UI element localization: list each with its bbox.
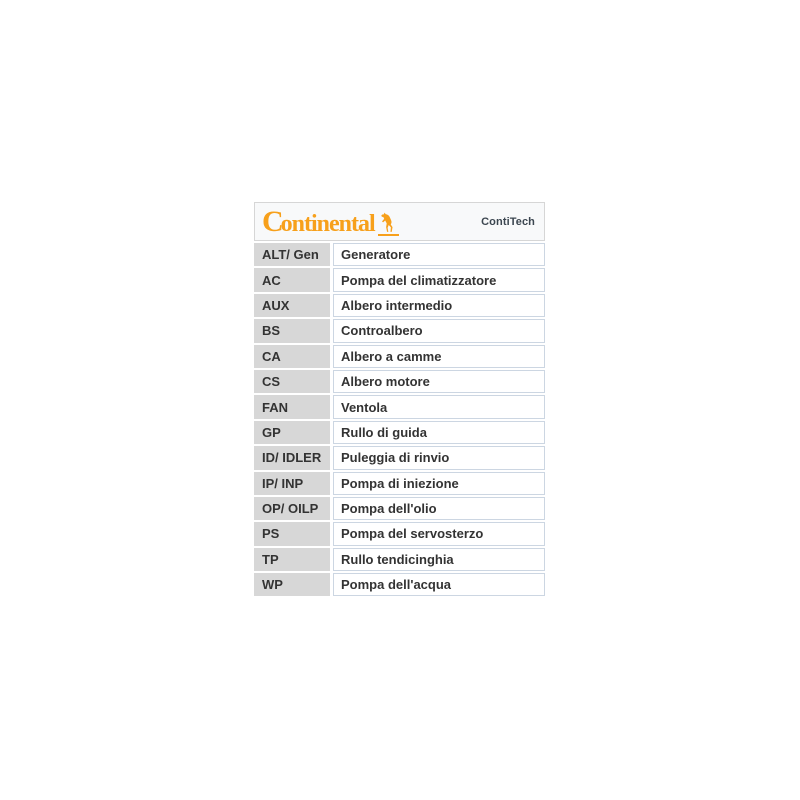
abbreviation-cell: ALT/ Gen	[254, 243, 330, 266]
description-cell: Pompa di iniezione	[333, 472, 545, 495]
table-row	[254, 294, 545, 317]
table-row	[254, 573, 545, 596]
abbreviation-cell: ID/ IDLER	[254, 446, 330, 469]
abbreviation-cell: TP	[254, 548, 330, 571]
description-cell: Albero a camme	[333, 345, 545, 368]
table-row	[254, 243, 545, 266]
continental-logo	[262, 204, 399, 238]
abbreviation-cell: AC	[254, 268, 330, 291]
legend-table	[254, 243, 545, 596]
abbreviation-cell: FAN	[254, 395, 330, 418]
description-cell: Rullo tendicinghia	[333, 548, 545, 571]
description-cell: Ventola	[333, 395, 545, 418]
description-cell: Pompa dell'olio	[333, 497, 545, 520]
description-cell: Generatore	[333, 243, 545, 266]
table-row	[254, 421, 545, 444]
logo-wordmark: ontinental	[280, 210, 375, 237]
rearing-horse-icon	[378, 212, 399, 237]
abbreviation-cell: CS	[254, 370, 330, 393]
table-row	[254, 472, 545, 495]
table-row	[254, 522, 545, 545]
contitech-label: ContiTech	[481, 215, 535, 228]
description-cell: Albero intermedio	[333, 294, 545, 317]
abbreviation-cell: CA	[254, 345, 330, 368]
description-cell: Puleggia di rinvio	[333, 446, 545, 469]
brand-header	[254, 202, 545, 241]
description-cell: Pompa dell'acqua	[333, 573, 545, 596]
table-row	[254, 395, 545, 418]
description-cell: Rullo di guida	[333, 421, 545, 444]
abbreviation-cell: AUX	[254, 294, 330, 317]
table-row	[254, 548, 545, 571]
abbreviation-cell: BS	[254, 319, 330, 342]
table-row	[254, 497, 545, 520]
description-cell: Pompa del climatizzatore	[333, 268, 545, 291]
logo-letter-c: C	[262, 204, 283, 238]
table-row	[254, 446, 545, 469]
legend-panel	[254, 202, 545, 596]
table-row	[254, 345, 545, 368]
description-cell: Pompa del servosterzo	[333, 522, 545, 545]
description-cell: Albero motore	[333, 370, 545, 393]
abbreviation-cell: GP	[254, 421, 330, 444]
logo-underline	[378, 234, 399, 236]
abbreviation-cell: WP	[254, 573, 330, 596]
abbreviation-cell: OP/ OILP	[254, 497, 330, 520]
abbreviation-cell: PS	[254, 522, 330, 545]
description-cell: Controalbero	[333, 319, 545, 342]
table-row	[254, 268, 545, 291]
table-row	[254, 370, 545, 393]
abbreviation-cell: IP/ INP	[254, 472, 330, 495]
table-row	[254, 319, 545, 342]
